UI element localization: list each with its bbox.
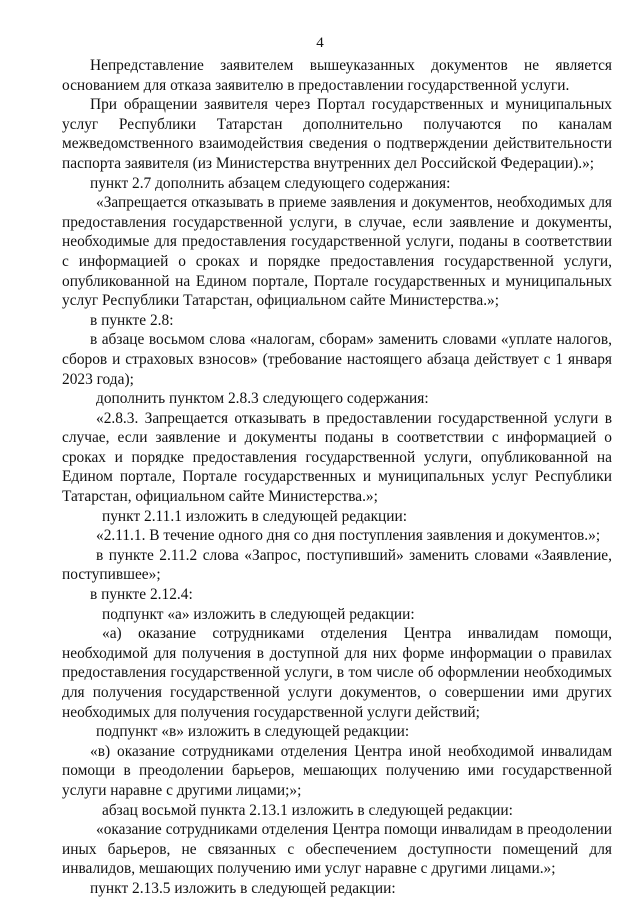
document-body: [62, 56, 612, 899]
paragraph: в пункте 2.12.4:: [90, 586, 193, 604]
paragraph: пункт 2.13.5 изложить в следующей редакции:: [90, 879, 396, 897]
quoted-paragraph: «оказание сотрудниками отделения Центра помощи инвалидам в преодолении иных барьеров, не связанных с обеспечением доступности помещений для инвалидов, мешающих получению ими услуг наравне с другими лицами.»;: [62, 821, 612, 878]
paragraph: пункт 2.11.1 изложить в следующей редакции:: [102, 507, 408, 525]
paragraph: Непредставление заявителем вышеуказанных документов не является основанием для отказа заявителю в предоставлении государственной услуги.: [62, 57, 612, 94]
paragraph: в пункте 2.8:: [90, 311, 174, 329]
paragraph: в абзаце восьмом слова «налогам, сборам» заменить словами «уплате налогов, сборов и страховых взносов» (требование настоящего абзаца действует с 1 января 2023 года);: [62, 331, 612, 388]
paragraph: подпункт «в» изложить в следующей редакции:: [96, 723, 410, 741]
paragraph: абзац восьмой пункта 2.13.1 изложить в следующей редакции:: [102, 801, 513, 819]
quoted-paragraph: «2.8.3. Запрещается отказывать в предоставлении государственной услуги в случае, если заявление и документы поданы в соответствии с информацией о сроках и порядке предоставления государственной услуги, опубликованной на Едином портале, Портале государственных и муниципальных услуг Республики Татарстан, официальном сайте Министерства.»;: [62, 409, 612, 506]
quoted-paragraph: «2.11.1. В течение одного дня со дня поступления заявления и документов.»;: [96, 527, 601, 545]
page-number: 4: [316, 35, 324, 51]
quoted-paragraph: «Запрещается отказывать в приеме заявления и документов, необходимых для предоставления государственной услуги, в случае, если заявление и документы, необходимые для предоставления государственной услуги, поданы в соответствии с информацией о сроках и порядке предоставления государственной услуги, опубликованной на Едином портале, Портале государственных и муниципальных услуг Республики Татарстан, официальном сайте Министерства.»;: [62, 194, 612, 310]
paragraph: дополнить пунктом 2.8.3 следующего содержания:: [96, 390, 429, 408]
quoted-paragraph: «в) оказание сотрудниками отделения Центра иной необходимой инвалидам помощи в преодолении барьеров, мешающих получению ими государственной услуги наравне с другими лицами;»;: [62, 742, 612, 799]
paragraph: При обращении заявителя через Портал государственных и муниципальных услуг Республики Татарстан дополнительно получаются по каналам межведомственного взаимодействия сведения о подтверждении действительности паспорта заявителя (из Министерства внутренних дел Российской Федерации).»;: [62, 96, 612, 172]
paragraph: подпункт «а» изложить в следующей редакции:: [102, 605, 415, 623]
paragraph: пункт 2.7 дополнить абзацем следующего содержания:: [90, 174, 451, 192]
quoted-paragraph: «а) оказание сотрудниками отделения Центра инвалидам помощи, необходимой для получения в доступной для них форме информации о правилах предоставления государственной услуги, в том числе об оформлении необходимых для получения государственной услуги документов, о совершении ими других необходимых для получения государственной услуги действий;: [62, 625, 612, 721]
paragraph: в пункте 2.11.2 слова «Запрос, поступивший» заменить словами «Заявление, поступившее»;: [62, 546, 612, 584]
